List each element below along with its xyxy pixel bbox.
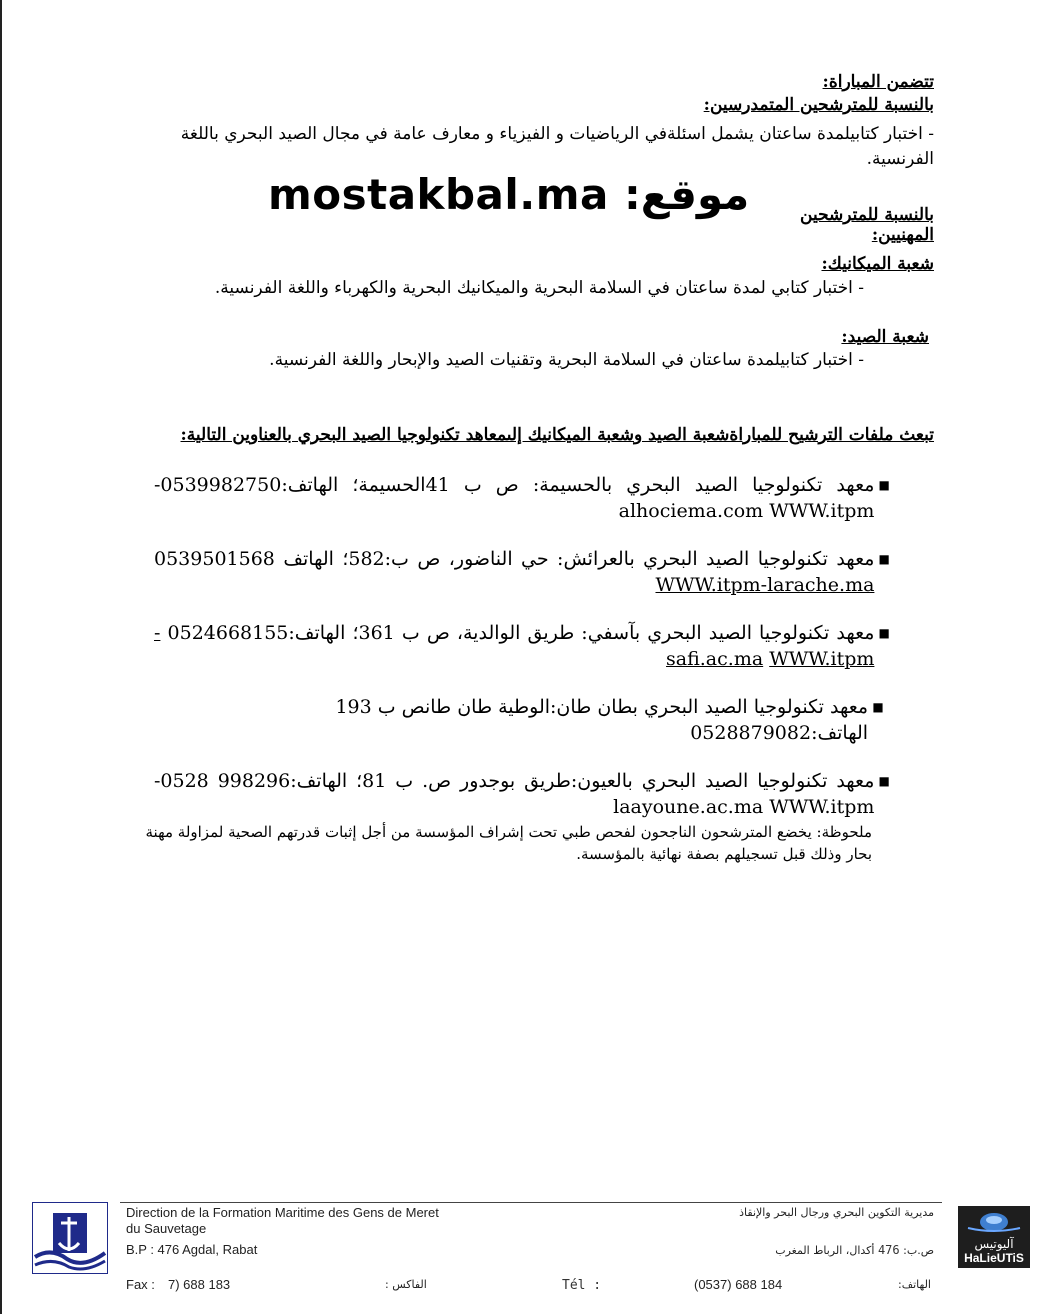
footer-divider xyxy=(120,1202,942,1203)
note-line-2: بحار وذلك قبل تسجيلهم بصفة نهائية بالمؤسسة. xyxy=(576,845,872,863)
list-item xyxy=(154,546,894,598)
institute-larache: معهد تكنولوجيا الصيد البحري بالعرائش: حي الناضور، ص ب:582؛ الهاتف 0539501568 WWW.itpm-larache.ma xyxy=(154,548,875,596)
institute-web: -WWW.itpm xyxy=(154,474,875,522)
bullet-icon: ■ xyxy=(872,700,884,714)
bullet-icon: ■ xyxy=(878,626,890,640)
trainee-text-end: الفرنسية. xyxy=(866,149,934,169)
logo-fr-text: HaLieUTiS xyxy=(964,1251,1024,1265)
trainee-text: - اختبار كتابيلمدة ساعتان يشمل اسئلةفي الرياضيات و الفيزياء و معارف عامة في مجال الصيد البحري باللغة xyxy=(180,124,934,144)
institute-tantan: معهد تكنولوجيا الصيد البحري بطان طان:الوطية طان طانص ب 193 الهاتف:0528879082 xyxy=(335,696,869,744)
footer-fr-address: B.P : 476 Agdal, Rabat xyxy=(126,1242,258,1257)
bullet-icon: ■ xyxy=(878,774,890,788)
institute-safi: معهد تكنولوجيا الصيد البحري بآسفي: طريق الوالدية، ص ب 361؛ الهاتف:0524668155 -WWW.itpm safi.ac.ma xyxy=(154,622,875,670)
fishing-text: - اختبار كتابيلمدة ساعتان في السلامة البحرية وتقنيات الصيد والإبحار واللغة الفرنسية. xyxy=(269,350,864,370)
institute-web: -WWW.itpm xyxy=(154,770,875,818)
fishing-title: شعبة الصيد: xyxy=(841,327,929,347)
institute-laayoune: معهد تكنولوجيا الصيد البحري بالعيون:طريق بوجدور ص. ب 81؛ الهاتف:0528 998296-WWW.itpm laayoune.ac.ma xyxy=(154,770,875,818)
professional-title: بالنسبة للمترشحين المهنيين: xyxy=(800,205,934,245)
institute-web-2: laayoune.ac.ma xyxy=(613,796,764,818)
footer-fr-line-1: Direction de la Formation Maritime des Gens de Meret xyxy=(126,1205,439,1220)
institute-alhoceima: معهد تكنولوجيا الصيد البحري بالحسيمة: ص ب 41الحسيمة؛ الهاتف:0539982750-WWW.itpm alhociema.com xyxy=(154,474,875,522)
send-title: تبعث ملفات الترشيح للمباراةشعبة الصيد وشعبة الميكانيك إلىمعاهد تكنولوجيا الصيد البحري بالعناوين التالية: xyxy=(180,425,934,445)
bullet-icon: ■ xyxy=(878,552,890,566)
mechanics-text: - اختبار كتابي لمدة ساعتان في السلامة البحرية والميكانيك البحرية والكهرباء واللغة الفرنسية. xyxy=(214,278,864,298)
list-item xyxy=(154,768,894,820)
footer-ar-address: ص.ب: 476 أكدال، الرباط المغرب xyxy=(775,1243,934,1257)
watermark-label: موقع: xyxy=(623,170,750,219)
bullet-icon: ■ xyxy=(878,478,890,492)
mechanics-title: شعبة الميكانيك: xyxy=(821,254,934,274)
institute-link[interactable]: WWW.itpm-larache.ma xyxy=(655,574,875,596)
institute-link[interactable]: -WWW.itpm xyxy=(154,622,875,670)
trainee-title: بالنسبة للمترشحين المتمدرسين: xyxy=(703,95,934,115)
list-item xyxy=(154,472,894,524)
note-line-1: ملحوظة: يخضع المترشحون الناجحون لفحص طبي تحت إشراف المؤسسة من أجل إثبات قدرتهم الصحية لمزاولة مهنة xyxy=(145,823,872,841)
fax-label: Fax : xyxy=(126,1277,155,1292)
watermark xyxy=(268,170,750,226)
institutes-list xyxy=(154,472,894,820)
institute-web-2: alhociema.com xyxy=(618,500,764,522)
logo-ar-text: آليوتيس xyxy=(974,1237,1014,1251)
exam-title: تتضمن المباراة: xyxy=(822,72,934,92)
institution-logo xyxy=(32,1202,108,1274)
fax-label-ar: الفاكس : xyxy=(385,1278,427,1291)
footer-fr-line-2: du Sauvetage xyxy=(126,1221,207,1236)
anchor-logo-icon xyxy=(33,1203,107,1273)
watermark-site: mostakbal.ma xyxy=(268,170,609,219)
list-item xyxy=(154,694,894,746)
tel-number: (0537) 688 184 xyxy=(694,1277,783,1292)
list-item xyxy=(154,620,894,672)
halieutis-logo xyxy=(958,1206,1030,1268)
footer-ar-line-1: مديرية التكوين البحري ورجال البحر والإنقاذ xyxy=(739,1206,934,1219)
fax-number: 7) 688 183 xyxy=(168,1277,231,1292)
tel-label-ar: الهاتف: xyxy=(898,1278,931,1291)
tel-label: Tél : xyxy=(562,1278,602,1293)
institute-link-2[interactable]: safi.ac.ma xyxy=(666,648,764,670)
